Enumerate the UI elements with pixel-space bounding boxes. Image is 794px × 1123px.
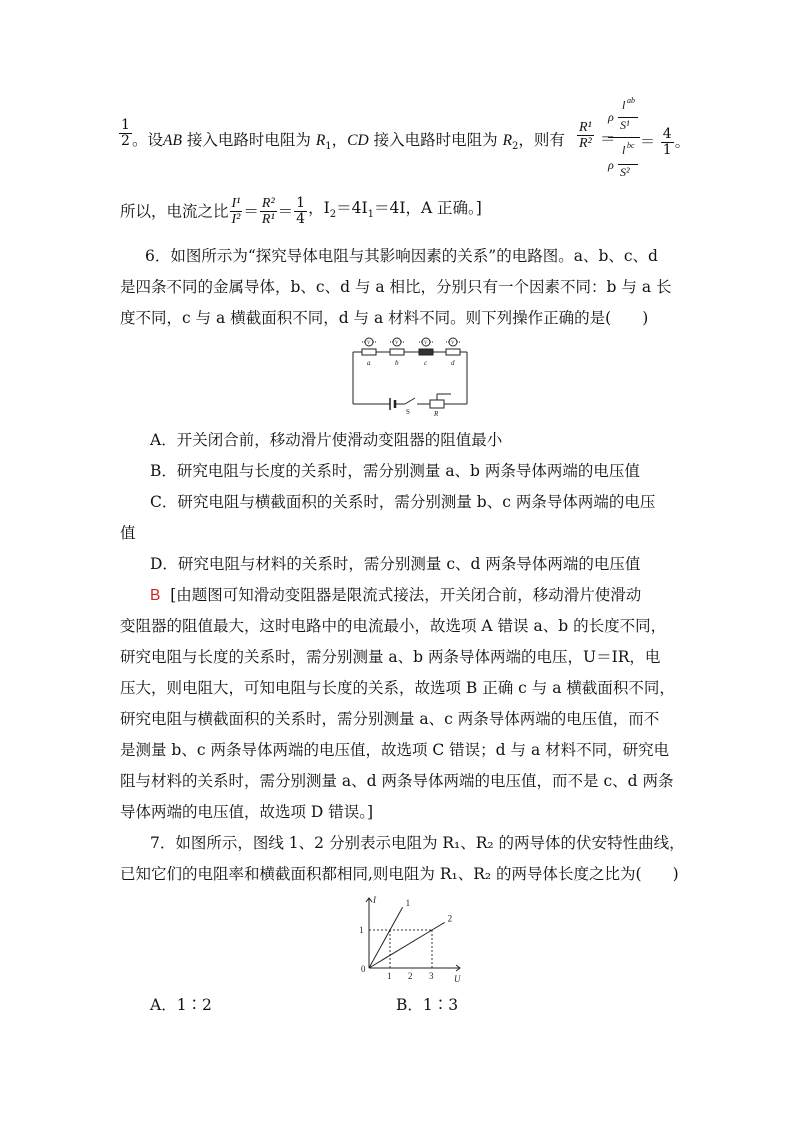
origin-label: 0 (361, 964, 366, 974)
q6-answer-line-7: 阻与材料的关系时，需分别测量 a、d 两条导体两端的电压值，而不是 c、d 两条 (120, 772, 674, 790)
rho-fraction: l ab ρ S¹ l bc ρ S² (608, 96, 640, 186)
q7-option-b: B．1∶3 (396, 996, 459, 1014)
q6-answer-line-8: 导体两端的电压值，故选项 D 错误。] (120, 803, 374, 821)
answer-letter: B (150, 587, 161, 604)
switch-label: S (406, 408, 410, 416)
current-ratio-line: 所以，电流之比 $\frac{\text{I¹}}{\text{I²}}$ ＝ $\frac{\text{R²}}{\text{R¹}}$ ＝ $\frac{1}{4}$ ，$I_2=4I_1=4I$，A 正确。] (120, 195, 482, 227)
y-axis-label: I (373, 895, 376, 905)
voltmeter-label: V (424, 341, 428, 346)
circuit-label-b: b (395, 359, 399, 367)
q6-answer-line-5: 研究电阻与横截面积的关系时，需分别测量 a、c 两条导体两端的电压值，而不 (120, 710, 660, 728)
formula-result: ＝ $\frac{4}{1}$ 。 (640, 126, 690, 158)
rheostat-label: R (434, 410, 439, 416)
q6-answer-line-1: B [由题图可知滑动变阻器是限流式接法，开关闭合前，移动滑片使滑动 (150, 586, 642, 604)
iu-chart (355, 892, 470, 984)
series-line-1 (369, 907, 403, 968)
voltmeter-label: V (451, 341, 455, 346)
x-tick-label: 1 (387, 971, 392, 981)
voltmeter-label: V (395, 341, 399, 346)
q6-option-d: D．研究电阻与材料的关系时，需分别测量 c、d 两条导体两端的电压值 (150, 555, 641, 573)
q7-line-2: 已知它们的电阻率和横截面积都相同,则电阻为 R₁、R₂ 的两导体长度之比为( ) (120, 865, 679, 883)
circuit-label-a: a (367, 359, 371, 367)
circuit-label-c: c (424, 359, 428, 367)
q6-option-a: A．开关闭合前，移动滑片使滑动变阻器的阻值最小 (150, 431, 503, 449)
q6-answer-line-3: 研究电阻与长度的关系时，需分别测量 a、b 两条导体两端的电压，U＝IR，电 (120, 648, 661, 666)
circuit-label-d: d (451, 359, 455, 367)
q6-answer-line-4: 压大，则电阻大，可知电阻与长度的关系，故选项 B 正确 c 与 a 横截面积不同， (120, 679, 675, 697)
x-tick-label: 2 (408, 971, 413, 981)
q6-answer-line-6: 是测量 b、c 两条导体两端的电压值，故选项 C 错误；d 与 a 材料不同，研究电 (120, 741, 670, 759)
q6-line-3: 度不同，c 与 a 横截面积不同，d 与 a 材料不同。则下列操作正确的是( ) (120, 309, 649, 327)
circuit-diagram (345, 336, 475, 416)
q6-option-c-cont: 值 (120, 524, 136, 542)
series-line-2 (369, 922, 445, 968)
series-label-2: 2 (447, 913, 453, 924)
voltmeter-label: V (367, 341, 371, 346)
x-tick-label: 3 (429, 971, 434, 981)
q6-line-1: 6．如图所示为“探究导体电阻与其影响因素的关系”的电路图。a、b、c、d (145, 247, 658, 265)
fraction-half: $\frac{1}{2}$ (121, 117, 130, 149)
equals-sign: ＝ (600, 130, 616, 148)
formula-text: 。设AB 接入电路时电阻为 $R_1$，CD 接入电路时电阻为 $R_2$，则有 (132, 131, 565, 153)
fraction-r1-r2: $\frac{\text{R¹}}{\text{R²}}$ (579, 120, 592, 151)
q6-option-b: B．研究电阻与长度的关系时，需分别测量 a、b 两条导体两端的电压值 (150, 462, 640, 480)
y-tick-label: 1 (359, 925, 364, 935)
series-label-1: 1 (405, 898, 411, 909)
q7-line-1: 7．如图所示，图线 1、2 分别表示电阻为 R₁、R₂ 的两导体的伏安特性曲线， (150, 834, 685, 852)
q7-option-a: A．1∶2 (150, 996, 212, 1014)
q6-option-c: C．研究电阻与横截面积的关系时，需分别测量 b、c 两条导体两端的电压 (150, 493, 656, 511)
x-axis-label: U (454, 974, 461, 984)
q6-line-2: 是四条不同的金属导体，b、c、d 与 a 相比，分别只有一个因素不同：b 与 a 长 (120, 278, 672, 296)
q6-answer-line-2: 变阻器的阻值最大，这时电路中的电流最小，故选项 A 错误 a、b 的长度不同， (120, 617, 667, 635)
